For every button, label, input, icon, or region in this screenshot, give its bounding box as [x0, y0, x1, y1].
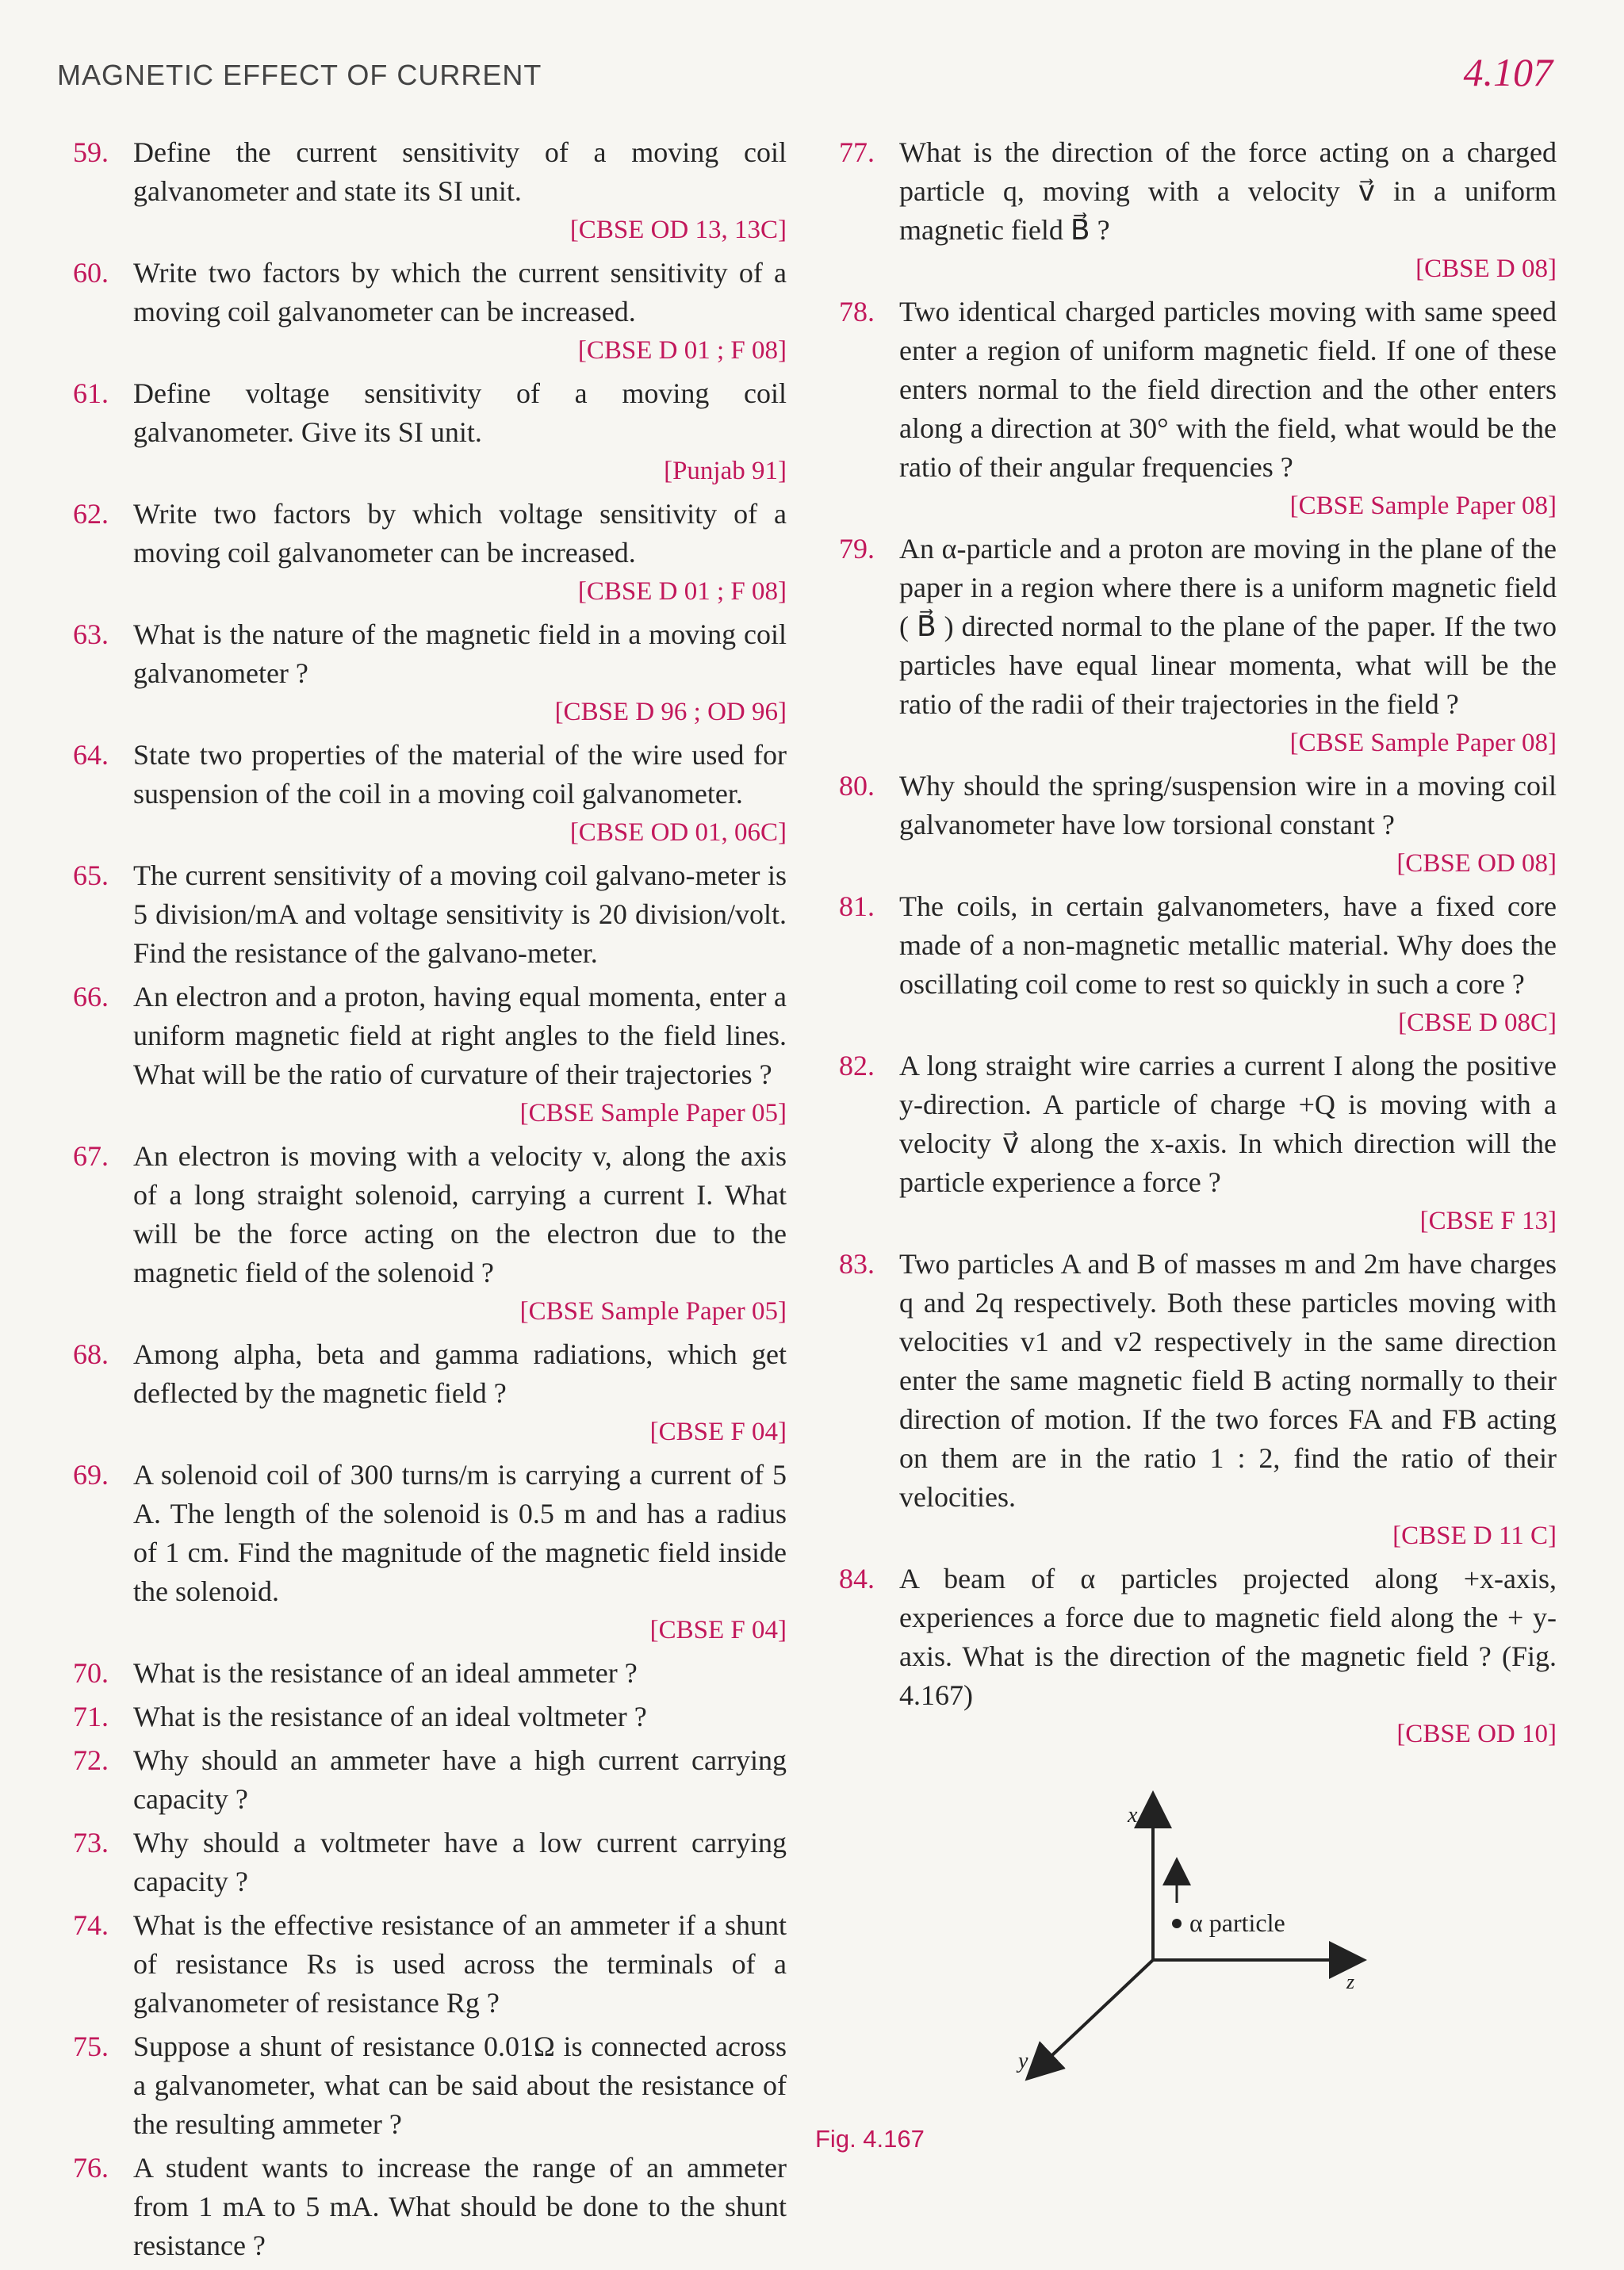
- question-number: 64.: [73, 739, 109, 771]
- question-source: [CBSE F 13]: [1419, 1207, 1557, 1235]
- figure-caption: Fig. 4.167: [815, 2125, 925, 2153]
- z-axis-label: z: [1346, 1970, 1355, 1993]
- question-text: Suppose a shunt of resistance 0.01Ω is connected across a galvanometer, what can be said about the resistance of the resulting ammeter ?: [133, 2031, 787, 2140]
- question-item: [839, 293, 1557, 525]
- question-text: The coils, in certain galvanometers, have a fixed core made of a non-magnetic metallic material. Why does the oscillating coil come to rest so quickly in such a core ?: [899, 890, 1557, 1000]
- question-source: [CBSE D 01 ; F 08]: [577, 336, 787, 365]
- question-source: [CBSE D 08C]: [1398, 1009, 1557, 1037]
- question-item: [73, 1906, 787, 2023]
- question-item: [839, 887, 1557, 1042]
- question-text: A student wants to increase the range of an ammeter from 1 mA to 5 mA. What should be done to the shunt resistance ?: [133, 2152, 787, 2261]
- question-text: An electron and a proton, having equal momenta, enter a uniform magnetic field at right angles to the field lines. What will be the ratio of curvature of their trajectories ?: [133, 981, 787, 1090]
- question-text: What is the resistance of an ideal ammeter ?: [133, 1657, 638, 1689]
- question-number: 61.: [73, 377, 109, 409]
- question-number: 74.: [73, 1909, 109, 1941]
- x-axis-label: x: [1128, 1803, 1138, 1828]
- y-axis: [1039, 1960, 1153, 2068]
- question-text: An electron is moving with a velocity v, along the axis of a long straight solenoid, carrying a current I. What will be the force acting on the electron due to the magnetic field of the solenoid ?: [133, 1140, 787, 1288]
- question-item: [73, 856, 787, 973]
- question-source: [CBSE D 08]: [1415, 255, 1557, 283]
- question-item: [73, 1741, 787, 1819]
- question-number: 79.: [839, 533, 875, 565]
- left-column: [73, 133, 787, 2270]
- question-item: [839, 133, 1557, 288]
- question-text: Define the current sensitivity of a moving coil galvanometer and state its SI unit.: [133, 136, 787, 207]
- question-number: 75.: [73, 2031, 109, 2062]
- page-number: 4.107: [1463, 50, 1553, 94]
- question-item: [73, 736, 787, 852]
- question-item: [839, 1245, 1557, 1555]
- question-source: [CBSE OD 01, 06C]: [569, 818, 787, 847]
- question-text: What is the direction of the force acting on a charged particle q, moving with a velocity v⃗ in a uniform magnetic field B⃗ ?: [899, 136, 1557, 246]
- question-item: [839, 530, 1557, 762]
- question-item: [73, 495, 787, 611]
- question-text: A beam of α particles projected along +x-axis, experiences a force due to magnetic field along the + y-axis. What is the direction of the magnetic field ? (Fig. 4.167): [899, 1563, 1557, 1711]
- chapter-title: MAGNETIC EFFECT OF CURRENT: [57, 59, 542, 91]
- question-number: 71.: [73, 1701, 109, 1732]
- question-item: [839, 767, 1557, 882]
- question-number: 62.: [73, 498, 109, 530]
- question-number: 80.: [839, 770, 875, 802]
- question-source: [CBSE D 01 ; F 08]: [577, 577, 787, 606]
- right-column: [839, 133, 1557, 1758]
- question-source: [Punjab 91]: [664, 457, 787, 485]
- question-item: [73, 1654, 787, 1693]
- y-axis-label: y: [1018, 2049, 1028, 2073]
- question-number: 69.: [73, 1459, 109, 1491]
- question-item: [73, 2027, 787, 2144]
- question-item: [73, 1335, 787, 1451]
- question-item: [73, 1698, 787, 1736]
- question-item: [73, 978, 787, 1132]
- question-source: [CBSE Sample Paper 08]: [1289, 729, 1557, 757]
- figure-axes-diagram: [817, 1776, 1530, 2172]
- question-text: What is the nature of the magnetic field in a moving coil galvanometer ?: [133, 618, 787, 689]
- question-number: 78.: [839, 296, 875, 327]
- question-item: [73, 1824, 787, 1901]
- question-item: [73, 1456, 787, 1649]
- question-item: [73, 254, 787, 369]
- question-item: [73, 1137, 787, 1330]
- question-source: [CBSE OD 10]: [1396, 1720, 1557, 1748]
- question-item: [839, 1560, 1557, 1753]
- question-text: Write two factors by which voltage sensitivity of a moving coil galvanometer can be increased.: [133, 498, 787, 568]
- question-text: What is the effective resistance of an ammeter if a shunt of resistance Rs is used across the terminals of a galvanometer of resistance Rg ?: [133, 1909, 787, 2019]
- question-number: 60.: [73, 257, 109, 289]
- question-text: Write two factors by which the current sensitivity of a moving coil galvanometer can be increased.: [133, 257, 787, 327]
- question-number: 68.: [73, 1338, 109, 1370]
- question-source: [CBSE Sample Paper 08]: [1289, 492, 1557, 520]
- question-number: 66.: [73, 981, 109, 1013]
- question-number: 59.: [73, 136, 109, 168]
- question-text: Among alpha, beta and gamma radiations, which get deflected by the magnetic field ?: [133, 1338, 787, 1409]
- question-text: Why should a voltmeter have a low current carrying capacity ?: [133, 1827, 787, 1897]
- question-number: 67.: [73, 1140, 109, 1172]
- question-text: A long straight wire carries a current I along the positive y-direction. A particle of charge +Q is moving with a velocity v⃗ along the x-axis. In which direction will the particle experience a force ?: [899, 1050, 1557, 1198]
- question-number: 73.: [73, 1827, 109, 1858]
- question-number: 63.: [73, 618, 109, 650]
- question-number: 70.: [73, 1657, 109, 1689]
- particle-label: α particle: [1189, 1908, 1285, 1937]
- question-item: [73, 374, 787, 490]
- question-text: Why should the spring/suspension wire in a moving coil galvanometer have low torsional constant ?: [899, 770, 1557, 840]
- question-source: [CBSE OD 13, 13C]: [569, 216, 787, 244]
- question-text: Define voltage sensitivity of a moving coil galvanometer. Give its SI unit.: [133, 377, 787, 448]
- question-number: 81.: [839, 890, 875, 922]
- question-number: 83.: [839, 1248, 875, 1280]
- question-text: Two particles A and B of masses m and 2m have charges q and 2q respectively. Both these particles moving with velocities v1 and v2 respectively in the same direction enter the same magnetic field B acting normally to their direction of motion. If the two forces FA and FB acting on them are in the ratio 1 : 2, find the ratio of their velocities.: [899, 1248, 1557, 1513]
- question-number: 77.: [839, 136, 875, 168]
- question-item: [73, 2149, 787, 2265]
- question-item: [73, 133, 787, 249]
- alpha-particle-dot: [1172, 1919, 1182, 1928]
- question-text: Why should an ammeter have a high current carrying capacity ?: [133, 1744, 787, 1815]
- question-text: The current sensitivity of a moving coil galvano-meter is 5 division/mA and voltage sensitivity is 20 division/volt. Find the resistance of the galvano-meter.: [133, 859, 787, 969]
- question-source: [CBSE OD 08]: [1396, 849, 1557, 878]
- question-text: Two identical charged particles moving with same speed enter a region of uniform magnetic field. If one of these enters normal to the field direction and the other enters along a direction at 30° with the field, what would be the ratio of their angular frequencies ?: [899, 296, 1557, 483]
- question-text: A solenoid coil of 300 turns/m is carrying a current of 5 A. The length of the solenoid is 0.5 m and has a radius of 1 cm. Find the magnitude of the magnetic field inside the solenoid.: [133, 1459, 787, 1607]
- question-source: [CBSE F 04]: [649, 1418, 787, 1446]
- question-text: State two properties of the material of the wire used for suspension of the coil in a moving coil galvanometer.: [133, 739, 787, 810]
- question-number: 84.: [839, 1563, 875, 1594]
- question-number: 65.: [73, 859, 109, 891]
- question-number: 72.: [73, 1744, 109, 1776]
- question-text: An α-particle and a proton are moving in the plane of the paper in a region where there is a uniform magnetic field ( B⃗ ) directed normal to the plane of the paper. If the two particles have equal linear momenta, what will be the ratio of the radii of their trajectories in the field ?: [899, 533, 1557, 720]
- question-source: [CBSE F 04]: [649, 1616, 787, 1644]
- question-source: [CBSE D 96 ; OD 96]: [554, 698, 787, 726]
- question-source: [CBSE Sample Paper 05]: [519, 1099, 787, 1127]
- question-text: What is the resistance of an ideal voltmeter ?: [133, 1701, 647, 1732]
- question-source: [CBSE D 11 C]: [1392, 1522, 1557, 1550]
- question-item: [73, 615, 787, 731]
- question-number: 76.: [73, 2152, 109, 2184]
- question-source: [CBSE Sample Paper 05]: [519, 1297, 787, 1326]
- question-item: [839, 1047, 1557, 1240]
- question-number: 82.: [839, 1050, 875, 1081]
